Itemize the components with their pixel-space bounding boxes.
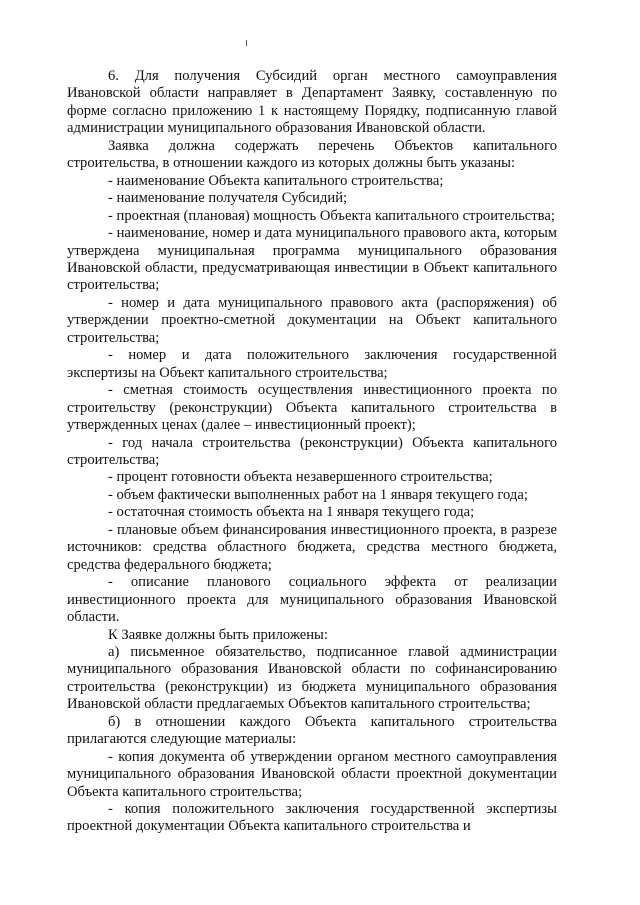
list-item-municipal-program-act: - наименование, номер и дата муниципального правового акта, которым утверждена муниципальная программа муниципального образования Ивановской области, предусматривающая инвестиции в Объект капитального строительства;: [67, 225, 557, 294]
list-item-start-year: - год начала строительства (реконструкции) Объекта капитального строительства;: [67, 434, 557, 468]
list-item-financing-sources: - плановые объем финансирования инвестиционного проекта, в разрезе источников: средства областного бюджета, средства местного бюджета, средства федерального бюджета;: [67, 521, 557, 573]
scan-speck: [246, 40, 247, 46]
list-item-design-approval-copy: - копия документа об утверждении органом местного самоуправления муниципального образования Ивановской области проектной документации Объекта капитального строительства;: [67, 748, 557, 800]
list-item-residual-value: - остаточная стоимость объекта на 1 января текущего года;: [108, 504, 475, 521]
paragraph-attachments-heading: К Заявке должны быть приложены:: [108, 626, 328, 643]
document-page: [67, 68, 557, 836]
list-item-capacity: - проектная (плановая) мощность Объекта капитального строительства;: [108, 207, 555, 224]
paragraph-6-intro: 6. Для получения Субсидий орган местного самоуправления Ивановской области направляет в Департамент Заявку, составленную по форме согласно приложению 1 к настоящему Порядку, подписанную главой администрации муниципального образования Ивановской области.: [67, 68, 557, 137]
list-item-design-documentation-act: - номер и дата муниципального правового акта (распоряжения) об утверждении проектно-сметной документации на Объект капитального строительства;: [67, 294, 557, 346]
attachment-item-b: б) в отношении каждого Объекта капитального строительства прилагаются следующие материалы:: [67, 713, 557, 748]
list-item-estimated-cost: - сметная стоимость осуществления инвестиционного проекта по строительству (реконструкции) Объекта капитального строительства в утвержденных ценах (далее – инвестиционный проект);: [67, 382, 557, 434]
list-item-readiness-percent: - процент готовности объекта незавершенного строительства;: [108, 469, 493, 486]
list-item-object-name: - наименование Объекта капитального строительства;: [108, 172, 444, 189]
attachment-item-a: а) письменное обязательство, подписанное главой администрации муниципального образования Ивановской области по софинансированию строительства (реконструкции) из бюджета муниципального образования Ивановской области предлагаемых Объектов капитального строительства;: [67, 643, 557, 713]
list-item-state-expertise: - номер и дата положительного заключения государственной экспертизы на Объект капитального строительства;: [67, 347, 557, 381]
list-item-social-effect: - описание планового социального эффекта от реализации инвестиционного проекта для муниципального образования Ивановской области.: [67, 574, 557, 626]
list-item-expertise-copy: - копия положительного заключения государственной экспертизы проектной документации Объекта капитального строительства и: [67, 801, 557, 835]
list-item-work-volume: - объем фактически выполненных работ на 1 января текущего года;: [108, 486, 528, 503]
list-item-recipient-name: - наименование получателя Субсидий;: [108, 190, 348, 207]
paragraph-application-content: Заявка должна содержать перечень Объектов капитального строительства, в отношении каждого из которых должны быть указаны:: [67, 137, 557, 172]
